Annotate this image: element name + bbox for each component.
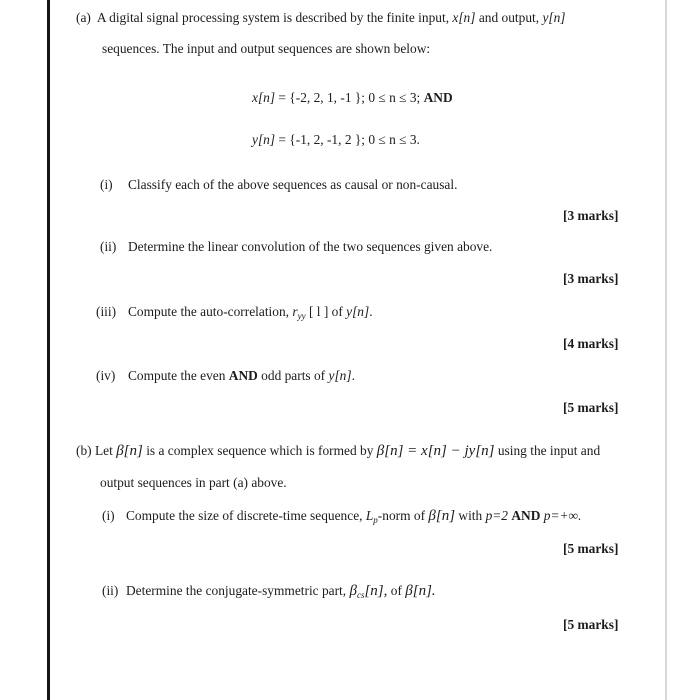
marks-b-i: [5 marks] (563, 541, 619, 556)
question-a-iii: (iii) Compute the auto-correlation, $r_{yy}$ [ l ] of y[n]. (96, 304, 373, 321)
question-b-i: (i) Compute the size of discrete-time sequence, $L_p$-norm of β[n] with p=2 AND p=+∞. (102, 508, 582, 525)
marks-a-iii: [4 marks] (563, 336, 619, 351)
input-symbol: x[n] (452, 10, 476, 25)
left-page-edge (47, 0, 50, 700)
y-sequence-definition: y[n] = {-1, 2, -1, 2 }; 0 ≤ n ≤ 3. (252, 132, 420, 147)
part-a-intro-line-1: (a) A digital signal processing system is described by the finite input, x[n] and output, y[n] (76, 10, 566, 25)
autocorrelation-symbol: $r_{yy}$ (292, 304, 306, 321)
conjugate-symmetric-symbol: $\beta_{cs}[n]$, (349, 583, 388, 600)
complex-sequence-formula: β[n] = x[n] − jy[n] (376, 443, 495, 459)
lp-norm-symbol: $L_p$ (365, 508, 378, 525)
marks-a-i: [3 marks] (563, 208, 619, 223)
question-a-iv: (iv) Compute the even AND odd parts of y[n]. (96, 368, 355, 383)
question-b-ii: (ii) Determine the conjugate-symmetric part, $\beta_{cs}[n]$, of β[n]. (102, 583, 436, 600)
right-page-edge (665, 0, 667, 700)
part-b-intro-line-2: output sequences in part (a) above. (100, 475, 287, 490)
part-a-label: (a) (76, 10, 91, 25)
part-b-intro-line-1: (b) Let β[n] is a complex sequence which is formed by β[n] = x[n] − jy[n] using the input and (76, 443, 601, 459)
part-a-intro-line-2: sequences. The input and output sequences are shown below: (102, 41, 431, 56)
output-symbol: y[n] (542, 10, 566, 25)
marks-b-ii: [5 marks] (563, 617, 619, 632)
marks-a-ii: [3 marks] (563, 271, 619, 286)
part-b-label: (b) (76, 443, 92, 458)
x-sequence-definition: x[n] = {-2, 2, 1, -1 }; 0 ≤ n ≤ 3; AND (252, 90, 453, 105)
question-a-i: (i) Classify each of the above sequences as causal or non-causal. (100, 177, 458, 192)
marks-a-iv: [5 marks] (563, 400, 619, 415)
question-a-ii: (ii) Determine the linear convolution of the two sequences given above. (100, 239, 493, 254)
